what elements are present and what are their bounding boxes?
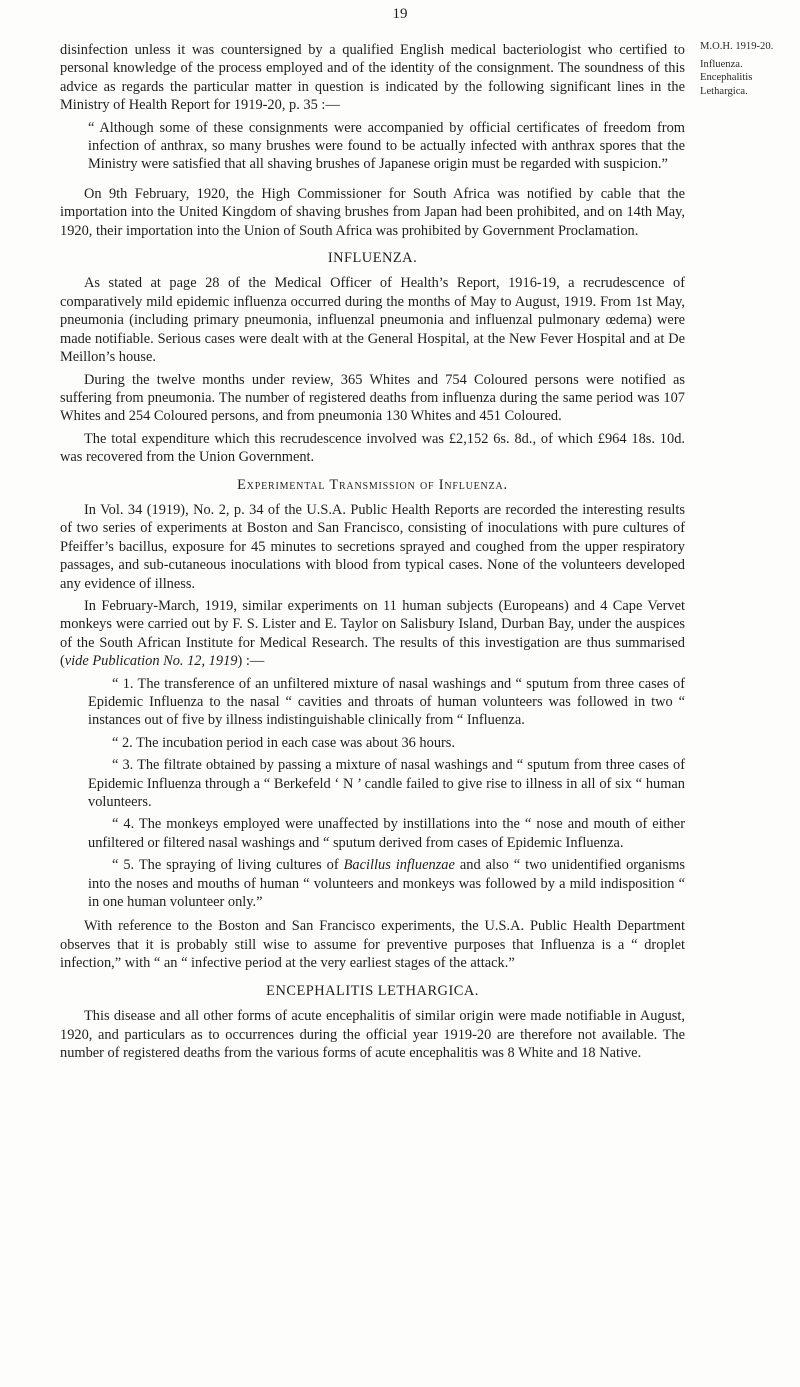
finding-5-bacillus: Bacillus influenzae [343, 857, 455, 874]
paragraph-notifications: During the twelve months under review, 365 Whites and 754 Coloured persons were notified as suffering from pneumonia. The number of registered deaths from influenza during the same period was 107 Whites and 254 Coloured persons, and from pneumonia 130 Whites and 451 Coloured. [60, 371, 685, 425]
ministry-quote: “ Although some of these consignments were accompanied by official certificates of freedom from infection of anthrax, so many brushes were found to be actually infected with anthrax spores that the Ministry were satisfied that all shaving brushes of Japanese origin must be regarded with suspicion.” [88, 119, 685, 173]
finding-5-text-a: “ 5. The spraying of living cultures of [112, 857, 344, 874]
margin-note-encephalitis: Encephalitis [700, 72, 753, 83]
durban-text-a: In February-March, 1919, similar experiments on 11 human subjects (Europeans) and 4 Cape Vervet monkeys were carried out by F. S. Lister and E. Taylor on Salisbury Island, Durban Bay, under the auspices of the South African Institute for Medical Research. The results of this investigation are thus summarised ( [60, 597, 685, 670]
finding-4: “ 4. The monkeys employed were unaffected by instillations into the “ nose and mouth of either unfiltered or filtered nasal washings and “ sputum derived from cases of Epidemic Influenza. [88, 816, 685, 851]
page-body [60, 41, 685, 1066]
heading-influenza: INFLUENZA. [327, 250, 418, 267]
finding-3: “ 3. The filtrate obtained by passing a mixture of nasal washings and “ sputum from three cases of Epidemic Influenza through a “ Berkefeld ‘ N ’ candle failed to give rise to illness in all of six “ human volunteers. [88, 757, 685, 811]
durban-text-b: ) :— [237, 653, 265, 670]
margin-note-reference: M.O.H. 1919-20. [700, 41, 774, 52]
paragraph-disinfection: disinfection unless it was countersigned by a qualified English medical bacteriologist who certified to personal knowledge of the process employed and of the identity of the consignment. The soundness of this advice as regards the particular matter in question is indicated by the following significant lines in the Ministry of Health Report for 1919-20, p. 35 :— [60, 42, 685, 114]
paragraph-recrudescence: As stated at page 28 of the Medical Officer of Health’s Report, 1916-19, a recrudescence of comparatively mild epidemic influenza occurred during the months of May to August, 1919. From 1st May, pneumonia (including primary pneumonia, influenzal pneumonia and influenzal pulmonary œdema) were made notifiable. Serious cases were dealt with at the General Hospital, at the New Fever Hospital and at De Meillon’s house. [60, 275, 685, 366]
page-number: 19 [392, 6, 408, 22]
margin-notes [700, 40, 800, 98]
paragraph-durban-experiments [60, 597, 685, 671]
heading-experimental-transmission: Experimental Transmission of Influenza. [237, 476, 508, 493]
paragraph-droplet-infection: With reference to the Boston and San Francisco experiments, the U.S.A. Public Health Department observes that it is probably still wise to assume for preventive purposes that Influenza is a “ droplet infection,” with “ an “ infective period at the very earliest stages of the attack.” [60, 918, 685, 972]
finding-1: “ 1. The transference of an unfiltered mixture of nasal washings and “ sputum from three cases of Epidemic Influenza to the nasal “ cavities and throats of human volunteers was followed in two “ instances out of five by illness indistinguishable clinically from “ Influenza. [88, 675, 685, 729]
paragraph-usa-experiments: In Vol. 34 (1919), No. 2, p. 34 of the U.S.A. Public Health Reports are recorded the interesting results of two series of experiments at Boston and San Francisco, consisting of inoculations with pure cultures of Pfeiffer’s bacillus, exposure for 45 minutes to secretions sprayed and coughed from the upper respiratory passages, and sub-cutaneous inoculations with blood from typical cases. None of the volunteers developed any evidence of illness. [60, 501, 685, 592]
vide-publication: vide Publication No. 12, 1919 [64, 653, 238, 670]
paragraph-proclamation: On 9th February, 1920, the High Commissioner for South Africa was notified by cable that the importation into the United Kingdom of shaving brushes from Japan had been prohibited, and on 14th May, 1920, their importation into the Union of South Africa was prohibited by Government Proclamation. [60, 185, 685, 239]
finding-5 [60, 856, 685, 911]
finding-5-text-b: and also “ two unidentified organisms into the noses and mouths of human “ volunteers and monkeys was followed by a mild indisposition “ in one human volunteer only.” [88, 857, 686, 911]
finding-2: “ 2. The incubation period in each case was about 36 hours. [112, 734, 456, 751]
margin-note-influenza: Influenza. [700, 58, 743, 70]
paragraph-expenditure: The total expenditure which this recrudescence involved was £2,152 6s. 8d., of which £964 18s. 10d. was recovered from the Union Government. [60, 430, 685, 466]
findings-list [60, 675, 685, 912]
paragraph-encephalitis: This disease and all other forms of acute encephalitis of similar origin were made notifiable in August, 1920, and particulars as to occurrences during the official year 1919-20 are therefore not available. The number of registered deaths from the various forms of acute encephalitis was 8 White and 18 Native. [60, 1008, 685, 1061]
margin-note-lethargica: Lethargica. [700, 85, 748, 97]
heading-encephalitis: ENCEPHALITIS LETHARGICA. [266, 982, 479, 999]
